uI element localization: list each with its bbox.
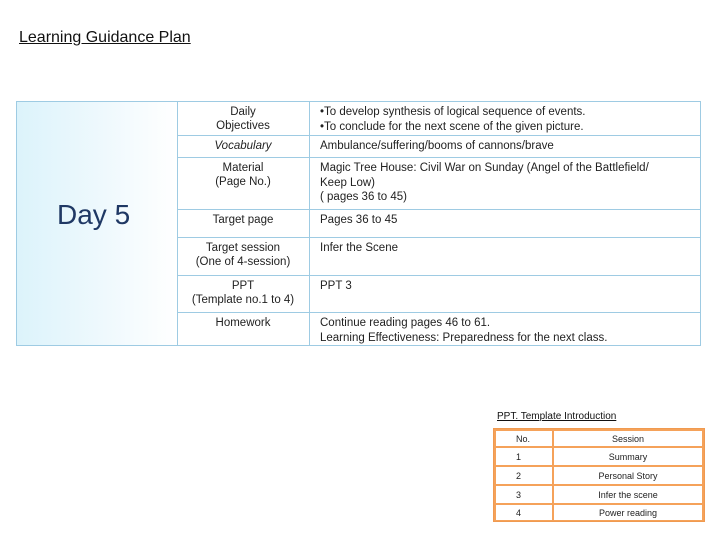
- ppt-session: Power reading: [554, 505, 702, 520]
- ppt-no: 1: [496, 448, 552, 465]
- ppt-template-table: [493, 428, 705, 522]
- ppt-row: [494, 486, 704, 503]
- row-homework: [177, 313, 700, 345]
- row-value: PPT 3: [320, 280, 352, 292]
- row-label: Target session (One of 4-session): [177, 238, 310, 275]
- row-label: Material (Page No.): [177, 158, 310, 209]
- ppt-session: Personal Story: [554, 467, 702, 484]
- row-value: Magic Tree House: Civil War on Sunday (Angel of the Battlefield/ Keep Low) ( pages 36 to 45): [320, 162, 649, 203]
- ppt-template-title: PPT. Template Introduction: [497, 411, 617, 422]
- row-value: Infer the Scene: [320, 242, 398, 254]
- row-value: Ambulance/suffering/booms of cannons/brave: [320, 140, 554, 152]
- ppt-header-session: Session: [554, 431, 702, 446]
- ppt-row: [494, 467, 704, 484]
- row-target-page: [177, 210, 700, 238]
- row-daily-objectives: [177, 102, 700, 136]
- row-value: Pages 36 to 45: [320, 214, 398, 226]
- ppt-session: Summary: [554, 448, 702, 465]
- guidance-plan-table: [16, 101, 701, 346]
- ppt-header-row: [494, 431, 704, 446]
- day-label: Day 5: [57, 199, 131, 230]
- ppt-row: [494, 505, 704, 520]
- row-material: [177, 158, 700, 210]
- row-label: PPT (Template no.1 to 4): [177, 276, 310, 312]
- row-target-session: [177, 238, 700, 276]
- row-label: Homework: [177, 313, 310, 345]
- row-vocabulary: [177, 136, 700, 158]
- row-value: •To develop synthesis of logical sequence of events. •To conclude for the next scene of the given picture.: [320, 106, 586, 133]
- row-label: Daily Objectives: [177, 102, 310, 135]
- ppt-no: 3: [496, 486, 552, 503]
- row-label: Target page: [177, 210, 310, 237]
- ppt-row: [494, 448, 704, 465]
- row-value: Continue reading pages 46 to 61. Learning Effectiveness: Preparedness for the next class.: [320, 317, 608, 344]
- row-label: Vocabulary: [177, 136, 310, 157]
- ppt-header-no: No.: [496, 431, 552, 446]
- day-cell: [17, 102, 178, 345]
- ppt-no: 4: [496, 505, 552, 520]
- row-ppt: [177, 276, 700, 313]
- ppt-no: 2: [496, 467, 552, 484]
- page-title: Learning Guidance Plan: [19, 29, 191, 46]
- ppt-session: Infer the scene: [554, 486, 702, 503]
